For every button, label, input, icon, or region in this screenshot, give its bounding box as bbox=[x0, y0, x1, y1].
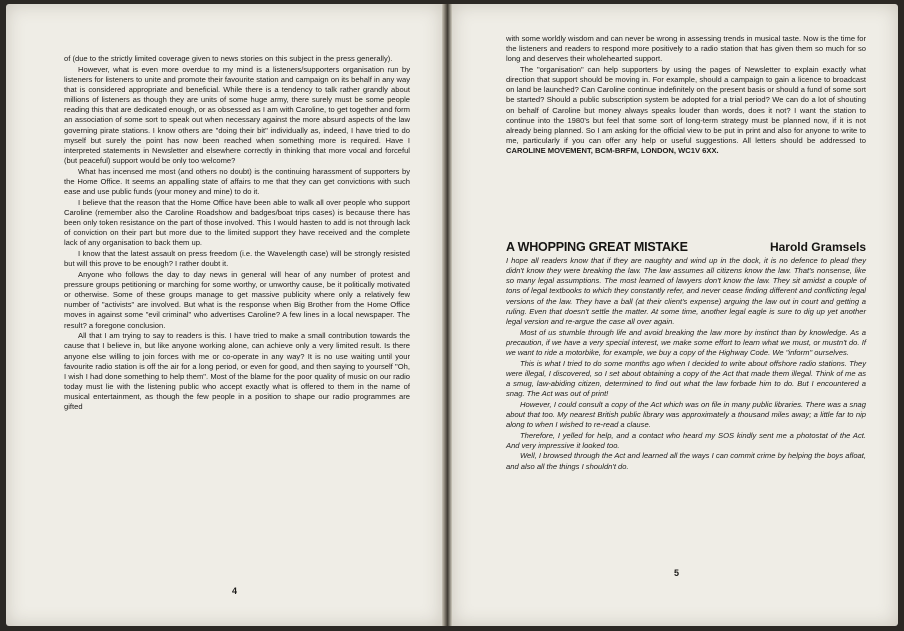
right-page bbox=[452, 4, 898, 626]
left-page bbox=[6, 4, 442, 626]
article-paragraph-3: This is what I tried to do some months ago when I decided to write about offshore radio stations. They were illegal, I discovered, so I set about obtaining a copy of the Act that made them illegal. Think of me as a smug, law-abiding citizen, determined to find out what the law forbade him to do. But I encountered a snag. The Act was out of print! bbox=[506, 358, 866, 399]
article-title: A WHOPPING GREAT MISTAKE bbox=[506, 240, 688, 254]
right-page-letter-continuation bbox=[506, 34, 866, 156]
right-paragraph-2 bbox=[506, 65, 866, 156]
right-paragraph-1: with some worldly wisdom and can never be wrong in assessing trends in musical taste. Now is the time for the listeners and readers to respond more positively to a radio station that has given them so much for so long and deserves their wholehearted support. bbox=[506, 34, 867, 64]
article-paragraph-4: However, I could consult a copy of the Act which was on file in many public libraries. There was a snag about that too. My nearest British public library was approximately a thousand miles away; a little far to nip along to when I wished to re-read a clause. bbox=[506, 399, 866, 429]
left-page-text-column bbox=[64, 54, 410, 412]
left-paragraph-4: I believe that the reason that the Home Office have been able to walk all over people who support Caroline (remember also the Caroline Roadshow and badges/boat trips cases) is because there has been only token resistance on the part of those involved. This I would hasten to add is not through lack of conviction on their part but more due to the limited support they have received and the complete lack of any organisation to back them up. bbox=[64, 197, 410, 248]
page-number-left: 4 bbox=[232, 586, 238, 596]
article-paragraph-1: I hope all readers know that if they are naughty and wind up in the dock, it is no defence to plead they didn't know they were breaking the law. The law assumes all citizens know the law. That's nonsense, like so many legal assumptions. The most learned of lawyers don't know the law. They sit amidst a couple of tons of legal textbooks to which they constantly refer, and never cease finding different and conflicting legal versions of the law. They have a ball (at their client's expense) arguing the law out in court and getting a ruling. Even that doesn't settle the matter. At some time, another legal eagle is sure to dig up yet another legal version and re-argue the case all over again. bbox=[506, 256, 866, 326]
left-paragraph-5: I know that the latest assault on press freedom (i.e. the Wavelength case) will be strongly resisted but will this prove to be enough? I rather doubt it. bbox=[64, 248, 410, 269]
right-paragraph-2-text: The "organisation" can help supporters by using the pages of Newsletter to explain exactly what direction that support should be moving in. For example, should a campaign to gain a licence to broadcast on land be launched? Can Caroline continue indefinitely on the present basis or should a fund of some sort be started? Should a public subscription system be adopted for a trial period? We can do a lot of shouting on behalf of Caroline but money always speaks louder than words, does it not? I want the station to continue into the 1980's but feel that some sort of long-term strategy must be planned now, if it is not already being planned. So I am asking for the official view to be put in print and also for anyone to write to me, particularly if you can offer any help or useful suggestions. All letters should be addressed to bbox=[506, 64, 866, 146]
article-header bbox=[506, 240, 866, 254]
page-number-right: 5 bbox=[674, 568, 680, 578]
address-line: CAROLINE MOVEMENT, BCM-BRFM, LONDON, WC1V 6XX. bbox=[506, 146, 719, 156]
article-paragraph-2: Most of us stumble through life and avoid breaking the law more by instinct than by knowledge. As a precaution, if we have a very special interest, we make some effort to learn what we must, or mustn't do. If we want to ride a motorbike, for example, we buy a copy of the Highway Code. We "inform" ourselves. bbox=[506, 327, 866, 357]
left-paragraph-7: All that I am trying to say to readers is this. I have tried to make a small contribution towards the cause that I believe in, but like anyone working alone, can achieve only a very limited result. Is there anyone else willing to join forces with me or co-operate in any way? It is no use waiting until your favourite radio station is off the air for a long period, or even for good, and then saying to yourself "Oh, I wish I had done something to help them". Most of the blame for the poor quality of music on our radio today must lie with the listening public who accept exactly what is offered to them in the name of musical entertainment, as though the few people in a position to shape our radio programmes are gifted bbox=[64, 331, 410, 412]
left-paragraph-1: of (due to the strictly limited coverage given to news stories on this subject in the press generally). bbox=[64, 54, 393, 63]
article-body bbox=[506, 256, 866, 472]
book-gutter bbox=[442, 4, 452, 626]
article-paragraph-6: Well, I browsed through the Act and learned all the ways I can commit crime by helping the boys afloat, and also all the things I shouldn't do. bbox=[506, 451, 866, 471]
left-paragraph-6: Anyone who follows the day to day news in general will hear of any number of protest and pressure groups petitioning or marching for some worthy, or unworthy cause, be it politically motivated or otherwise. Some of these groups manage to get massive publicity where only a relatively few number of "activists" are involved. But what is the response when Big Brother from the Home Office moves in against some "evil criminal" who advertises Caroline? A few lines in a local newspaper. The result? a foregone conclusion. bbox=[64, 269, 410, 330]
left-paragraph-2: However, what is even more overdue to my mind is a listeners/supporters organisation run by listeners for listeners to unite and promote their favourite station and campaign on its behalf in any way that is considered appropriate and beneficial. While there is a tendency to talk rather grandly about millions of listeners as though they are units of some huge army, there surely must be some people reading this that are dedicated enough, or as obsessed as I am with Caroline, to get together and form an association of some sort to speak out when necessary against the more absurd aspects of the law governing pirate stations. I know others are "doing their bit" individually as, indeed, I have tried to do myself but surely the point has now been reached when something more is required. Have I interpreted statements in Newsletter and elsewhere correctly in thinking that more vocal and forceful (but peaceful) support would be only too welcome? bbox=[64, 64, 410, 166]
article-author: Harold Gramsels bbox=[769, 240, 866, 254]
article-paragraph-5: Therefore, I yelled for help, and a contact who heard my SOS kindly sent me a photostat of the Act. And very impressive it looked too. bbox=[506, 430, 866, 450]
left-paragraph-3: What has incensed me most (and others no doubt) is the continuing harassment of supporters by the Home Office. It seems an appalling state of affairs to me that they can get convictions with such ease and use public funds (your money and mine) to do it. bbox=[64, 166, 410, 197]
